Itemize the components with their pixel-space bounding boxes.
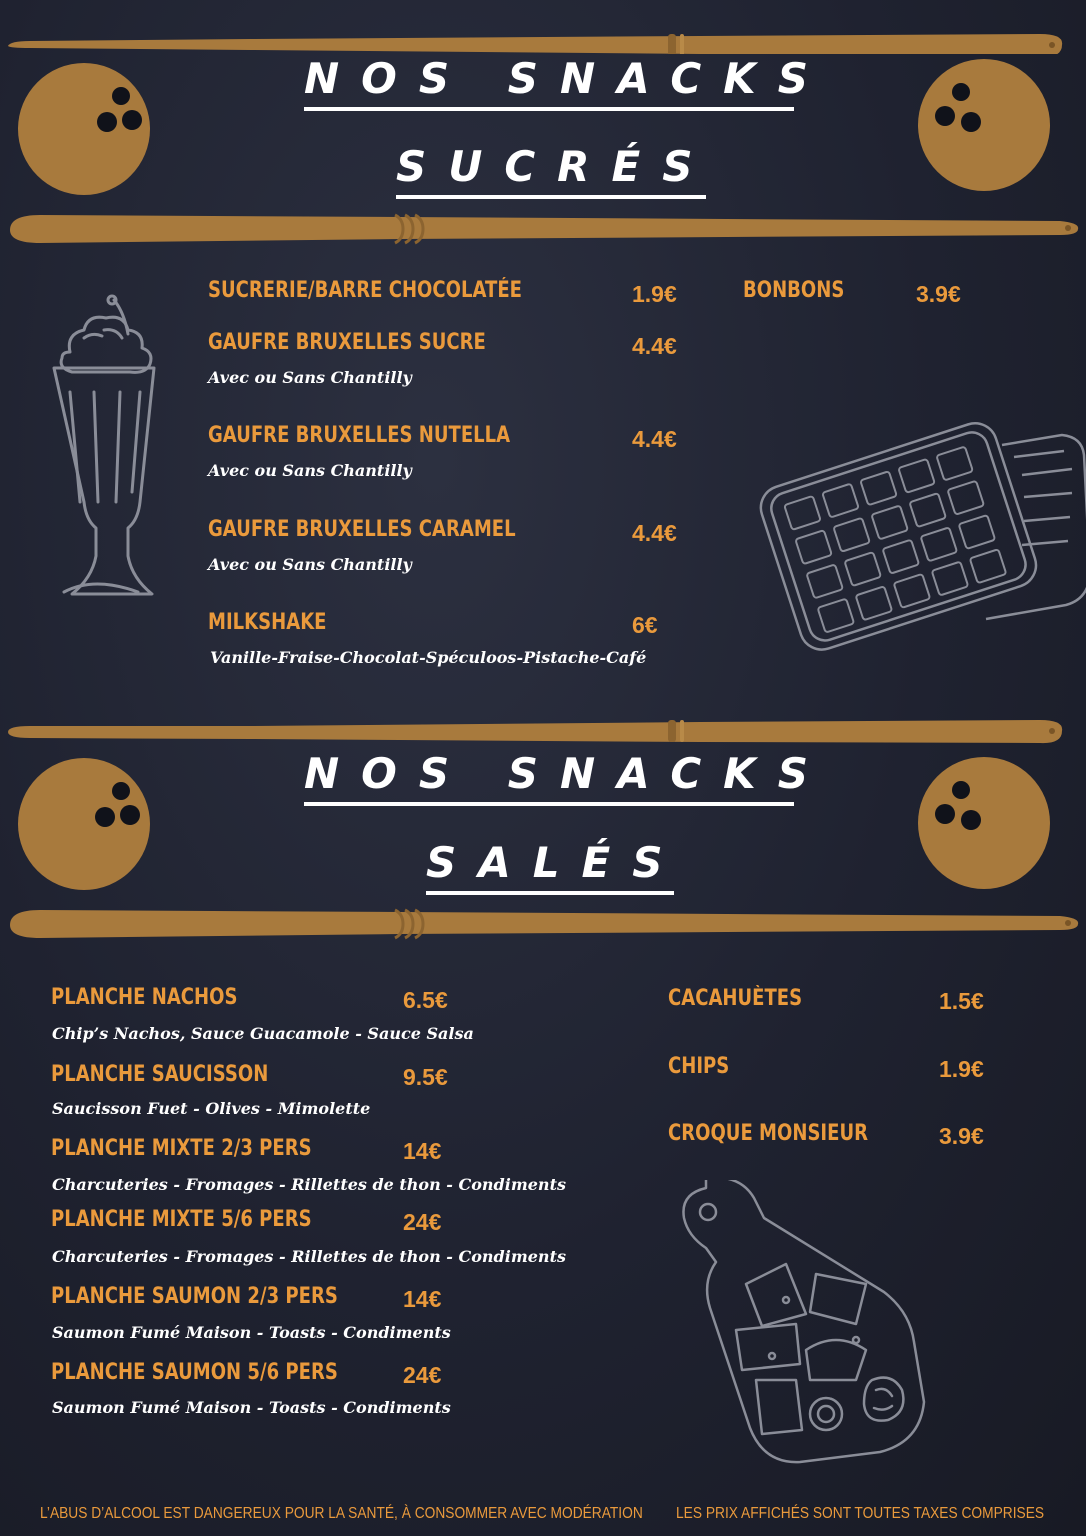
footer-health-warning: L’ABUS D’ALCOOL EST DANGEREUX POUR LA SANTÉ, À CONSOMMER AVEC MODÉRATION: [40, 1505, 643, 1522]
cheese-board-icon: [676, 1180, 931, 1466]
menu-item-name: BONBONS: [743, 278, 845, 303]
menu-item-price: 4.4€: [632, 520, 677, 546]
bowling-ball-icon: [917, 756, 1051, 890]
menu-item-name: GAUFRE BRUXELLES CARAMEL: [208, 517, 516, 542]
section-title-sales-line1: [304, 749, 830, 798]
menu-item-price: 1.9€: [632, 281, 677, 307]
bowling-ball-icon: [917, 58, 1051, 192]
milkshake-icon: [48, 292, 160, 612]
menu-item-name: GAUFRE BRUXELLES NUTELLA: [208, 423, 511, 448]
menu-item-price: 1.5€: [939, 988, 984, 1014]
menu-item-price: 1.9€: [939, 1056, 984, 1082]
section-title-sucres-line2: [396, 142, 715, 191]
menu-item-price: 6€: [632, 612, 658, 638]
menu-item-price: 24€: [403, 1362, 442, 1388]
menu-item-price: 24€: [403, 1209, 442, 1235]
menu-item-name: CACAHUÈTES: [668, 986, 803, 1011]
section-title-sales-line2: [426, 838, 685, 887]
menu-item-description: Avec ou Sans Chantilly: [208, 555, 412, 574]
menu-item-description: Avec ou Sans Chantilly: [208, 461, 412, 480]
menu-item-name: PLANCHE MIXTE 5/6 PERS: [51, 1207, 312, 1232]
menu-item-description: Saucisson Fuet - Olives - Mimolette: [52, 1099, 371, 1118]
title-underline: [304, 802, 794, 806]
menu-item-name: PLANCHE SAUCISSON: [51, 1062, 269, 1087]
menu-item-description: Saumon Fumé Maison - Toasts - Condiments: [52, 1323, 451, 1342]
menu-item-name: SUCRERIE/BARRE CHOCOLATÉE: [208, 278, 522, 303]
title-underline: [304, 107, 794, 111]
section-title-text: SALÉS: [426, 838, 685, 887]
menu-item-description: Avec ou Sans Chantilly: [208, 368, 412, 387]
cue-bar-middle: [0, 712, 1086, 752]
title-underline: [426, 891, 674, 895]
menu-item-description: Chip’s Nachos, Sauce Guacamole - Sauce Salsa: [52, 1024, 474, 1043]
menu-item-price: 6.5€: [403, 987, 448, 1013]
menu-item-price: 3.9€: [939, 1123, 984, 1149]
menu-item-name: PLANCHE MIXTE 2/3 PERS: [51, 1136, 312, 1161]
menu-item-price: 9.5€: [403, 1064, 448, 1090]
menu-item-price: 14€: [403, 1286, 442, 1312]
menu-item-price: 3.9€: [916, 281, 961, 307]
cue-bar-upper: [0, 205, 1086, 249]
menu-item-name: PLANCHE SAUMON 5/6 PERS: [51, 1360, 338, 1385]
waffle-icon: [752, 405, 1086, 665]
title-underline: [396, 195, 706, 199]
cue-bar-lower: [0, 900, 1086, 944]
section-title-text: SUCRÉS: [396, 142, 715, 191]
footer-tax-note: LES PRIX AFFICHÉS SONT TOUTES TAXES COMPRISES: [676, 1505, 1045, 1522]
menu-item-price: 14€: [403, 1138, 442, 1164]
menu-item-price: 4.4€: [632, 426, 677, 452]
bowling-ball-icon: [17, 62, 151, 196]
menu-item-name: PLANCHE NACHOS: [51, 985, 238, 1010]
section-title-sucres-line1: [304, 54, 830, 103]
menu-item-name: MILKSHAKE: [208, 610, 327, 635]
menu-item-name: CROQUE MONSIEUR: [668, 1121, 869, 1146]
menu-item-description: Saumon Fumé Maison - Toasts - Condiments: [52, 1398, 451, 1417]
menu-item-description: Charcuteries - Fromages - Rillettes de thon - Condiments: [52, 1175, 566, 1194]
section-title-text: NOS SNACKS: [304, 749, 830, 798]
menu-item-name: GAUFRE BRUXELLES SUCRE: [208, 330, 486, 355]
menu-item-description: Charcuteries - Fromages - Rillettes de thon - Condiments: [52, 1247, 566, 1266]
cue-bar-top: [0, 14, 1086, 54]
menu-item-description: Vanille-Fraise-Chocolat-Spéculoos-Pistache-Café: [210, 648, 647, 667]
menu-item-name: PLANCHE SAUMON 2/3 PERS: [51, 1284, 338, 1309]
menu-item-name: CHIPS: [668, 1054, 730, 1079]
section-title-text: NOS SNACKS: [304, 54, 830, 103]
bowling-ball-icon: [17, 757, 151, 891]
menu-item-price: 4.4€: [632, 333, 677, 359]
